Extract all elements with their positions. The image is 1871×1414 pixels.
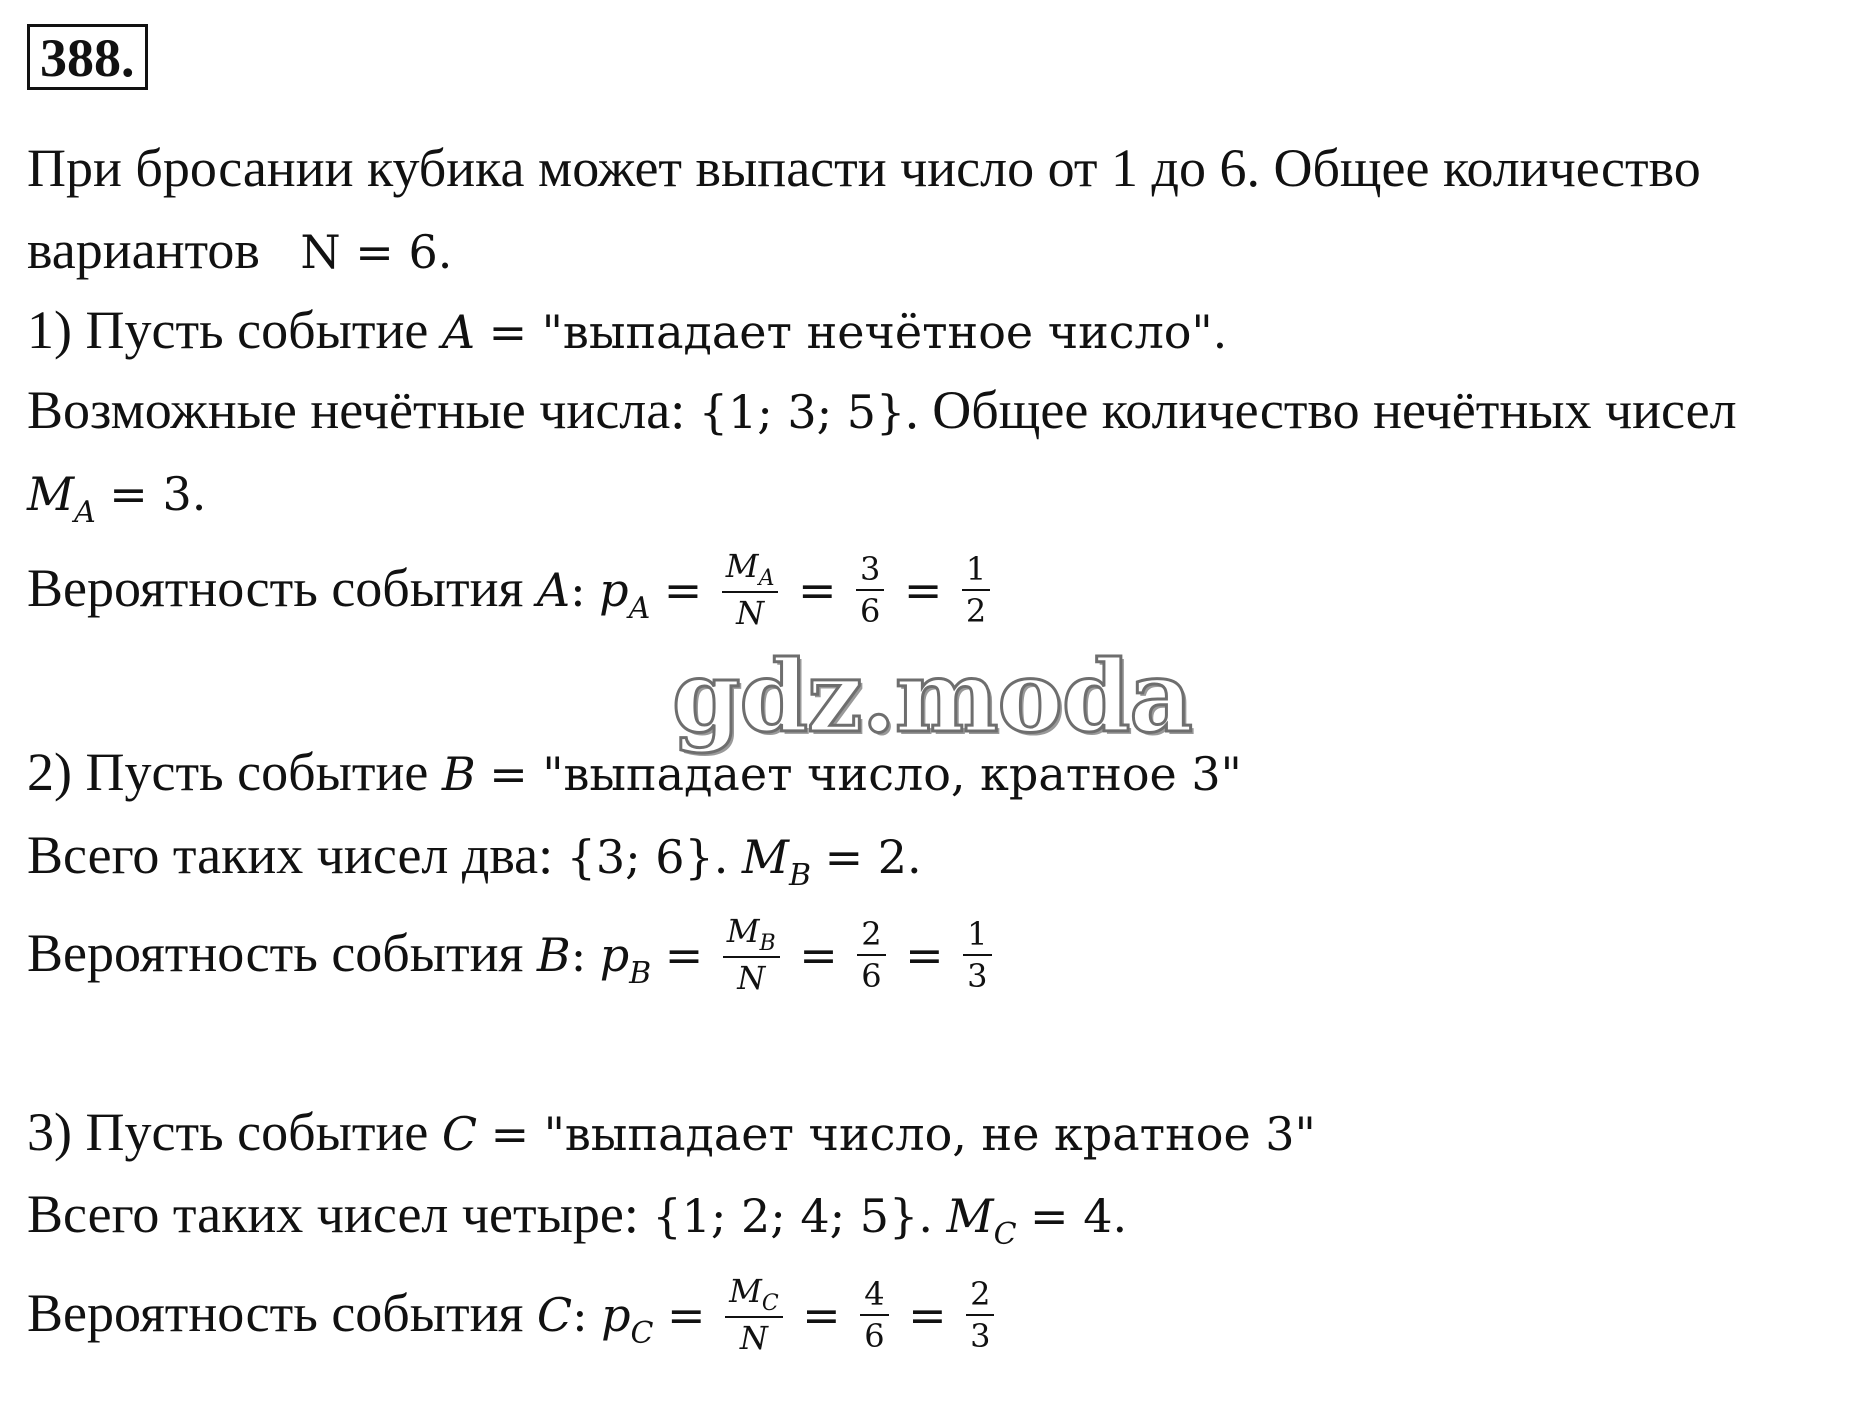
part1-p-sub: A — [628, 590, 651, 626]
part2-fraction-3: $\frac{1}{3}$ — [963, 914, 991, 996]
part2-fraction-1: $\frac{M_B}{N}$ — [723, 911, 780, 998]
part2-set: {3; 6}. — [566, 830, 729, 884]
part2-count-value: = 2. — [824, 830, 922, 884]
part1-set-line — [27, 380, 1737, 442]
part3-event-line — [27, 1102, 1316, 1164]
part1-count-var: M — [27, 467, 75, 521]
part1-p-symbol: p — [599, 562, 629, 617]
part3-event-var: C — [441, 1107, 478, 1161]
intro-line-2-math: N = 6. — [300, 225, 453, 279]
part1-prob-line: Вероятность события A: $p_A$ = $\frac{M_A}{N}$ = $\frac{3}{6}$ = $\frac{1}{2}$ — [27, 550, 996, 637]
part1-count-line — [27, 462, 206, 531]
part3-count-var: M — [946, 1189, 994, 1243]
watermark-logo: gdz.moda — [672, 640, 1192, 755]
problem-number: 388. — [27, 24, 148, 90]
part2-event-desc: = "выпадает число, кратное 3" — [489, 747, 1242, 801]
part3-event-desc: = "выпадает число, не кратное 3" — [490, 1107, 1316, 1161]
part2-prob-var: B — [536, 927, 571, 982]
part3-set-text: Всего таких чисел четыре: — [27, 1184, 639, 1244]
intro-line-2 — [27, 220, 452, 282]
part2-prob-label: Вероятность события — [27, 922, 524, 983]
part1-event-desc: = "выпадает нечётное число". — [488, 305, 1228, 359]
part3-fraction-1: $\frac{M_C}{N}$ — [725, 1271, 783, 1358]
part3-set-line — [27, 1184, 1127, 1253]
part3-p-sub: C — [630, 1315, 654, 1351]
part3-count-sub: C — [993, 1217, 1017, 1252]
part2-set-text: Всего таких чисел два: — [27, 825, 554, 885]
part1-event-text: 1) Пусть событие — [27, 300, 429, 360]
intro-line-1: При бросании кубика может выпасти число от 1 до 6. Общее количество — [27, 138, 1701, 198]
part3-count-value: = 4. — [1030, 1189, 1128, 1243]
part1-set-text: Возможные нечётные числа: — [27, 380, 686, 440]
part3-prob-var: C — [536, 1287, 573, 1342]
part2-fraction-2: $\frac{2}{6}$ — [857, 914, 885, 996]
part1-fraction-2: $\frac{3}{6}$ — [856, 549, 884, 631]
part2-p-sub: B — [629, 955, 652, 991]
part1-event-line — [27, 300, 1227, 362]
part2-p-symbol: p — [599, 927, 630, 982]
part1-fraction-1: $\frac{M_A}{N}$ — [722, 546, 779, 633]
part2-event-var: B — [441, 747, 476, 801]
part1-count-value: = 3. — [109, 467, 207, 521]
part2-prob-line: Вероятность события B: $p_B$ = $\frac{M_B}{N}$ = $\frac{2}{6}$ = $\frac{1}{3}$ — [27, 915, 998, 1002]
part3-p-symbol: p — [601, 1287, 631, 1342]
part1-set-rest: . Общее количество нечётных чисел — [905, 380, 1737, 440]
part1-fraction-3: $\frac{1}{2}$ — [962, 549, 990, 631]
part1-prob-var: A — [536, 562, 571, 617]
part3-fraction-2: $\frac{4}{6}$ — [860, 1274, 888, 1356]
part1-count-sub: A — [74, 495, 96, 530]
part1-prob-label: Вероятность события — [27, 557, 524, 618]
part2-count-var: M — [741, 830, 790, 884]
part2-event-text: 2) Пусть событие — [27, 742, 429, 802]
part3-prob-label: Вероятность события — [27, 1282, 524, 1343]
part3-set: {1; 2; 4; 5}. — [652, 1189, 933, 1243]
part2-count-sub: B — [789, 858, 812, 893]
intro-line-2-text: вариантов — [27, 220, 260, 280]
part3-prob-line: Вероятность события C: $p_C$ = $\frac{M_C}{N}$ = $\frac{4}{6}$ = $\frac{2}{3}$ — [27, 1275, 1000, 1362]
part1-event-var: A — [441, 305, 476, 359]
part3-fraction-3: $\frac{2}{3}$ — [966, 1274, 994, 1356]
part2-set-line — [27, 825, 922, 894]
part3-event-text: 3) Пусть событие — [27, 1102, 429, 1162]
part2-event-line — [27, 742, 1242, 804]
part1-set: {1; 3; 5} — [698, 385, 906, 439]
